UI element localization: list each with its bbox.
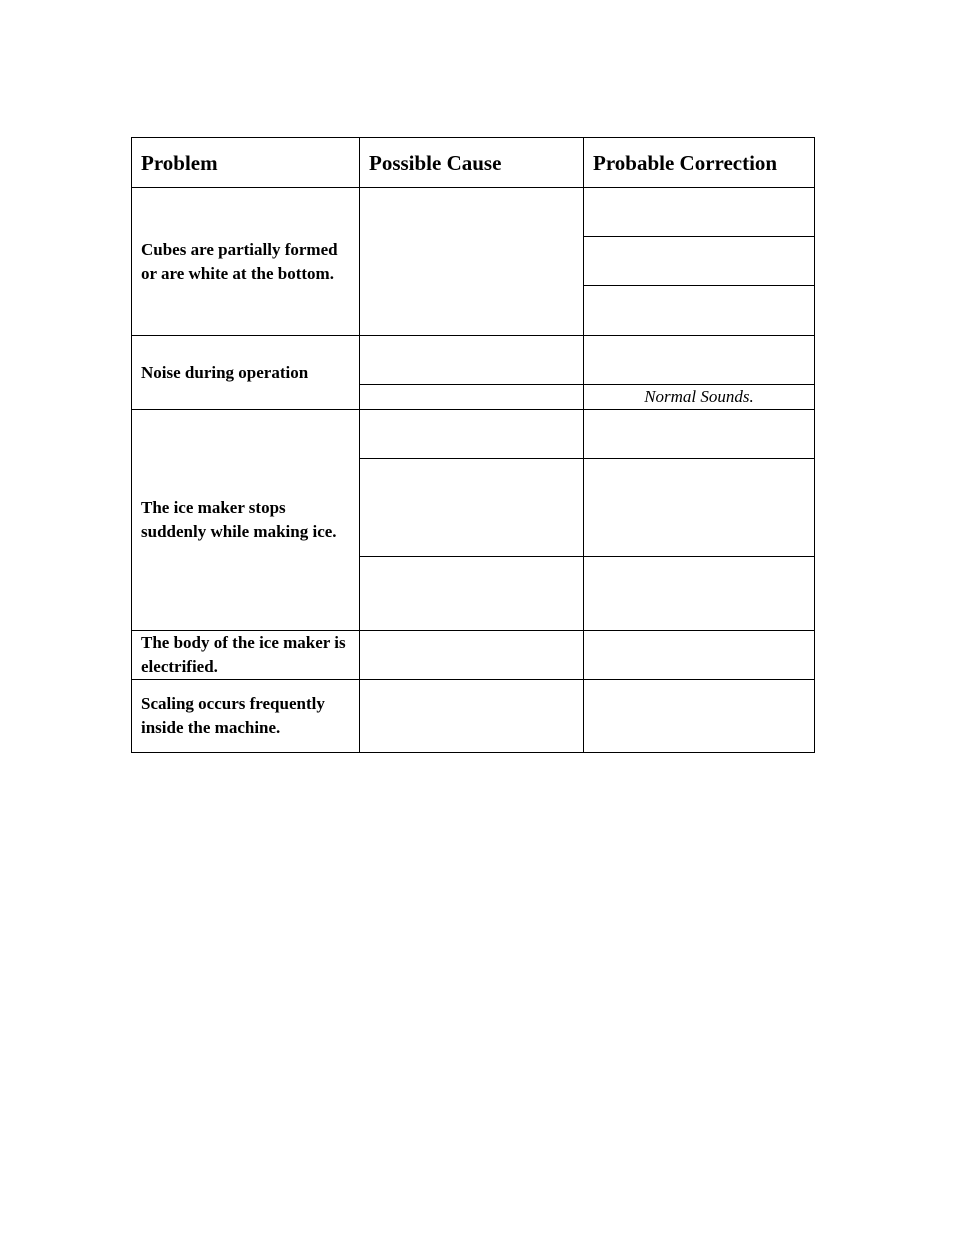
table-row bbox=[132, 336, 815, 385]
problem-scaling: Scaling occurs frequently inside the machine. bbox=[132, 680, 360, 753]
problem-cubes: Cubes are partially formed or are white at the bottom. bbox=[132, 188, 360, 336]
table-row bbox=[132, 631, 815, 680]
table-row bbox=[132, 188, 815, 237]
correction-cell bbox=[584, 680, 815, 753]
cause-cell bbox=[360, 336, 584, 385]
header-possible-cause: Possible Cause bbox=[360, 138, 584, 188]
cause-cell bbox=[360, 459, 584, 557]
cause-cell bbox=[360, 631, 584, 680]
correction-cell bbox=[584, 410, 815, 459]
correction-cell bbox=[584, 336, 815, 385]
problem-noise: Noise during operation bbox=[132, 336, 360, 410]
correction-cell bbox=[584, 557, 815, 631]
problem-electrified: The body of the ice maker is electrified. bbox=[132, 631, 360, 680]
problem-stops: The ice maker stops suddenly while making ice. bbox=[132, 410, 360, 631]
correction-cell bbox=[584, 459, 815, 557]
correction-cell bbox=[584, 286, 815, 336]
cause-cell bbox=[360, 557, 584, 631]
header-probable-correction: Probable Correction bbox=[584, 138, 815, 188]
cause-cell bbox=[360, 188, 584, 336]
correction-normal-sounds: Normal Sounds. bbox=[584, 385, 815, 410]
cause-cell bbox=[360, 385, 584, 410]
table-header-row bbox=[132, 138, 815, 188]
cause-cell bbox=[360, 680, 584, 753]
cause-cell bbox=[360, 410, 584, 459]
troubleshooting-table bbox=[131, 137, 815, 753]
correction-cell bbox=[584, 237, 815, 286]
table-row bbox=[132, 680, 815, 753]
correction-cell bbox=[584, 631, 815, 680]
header-problem: Problem bbox=[132, 138, 360, 188]
correction-cell bbox=[584, 188, 815, 237]
table-row bbox=[132, 410, 815, 459]
